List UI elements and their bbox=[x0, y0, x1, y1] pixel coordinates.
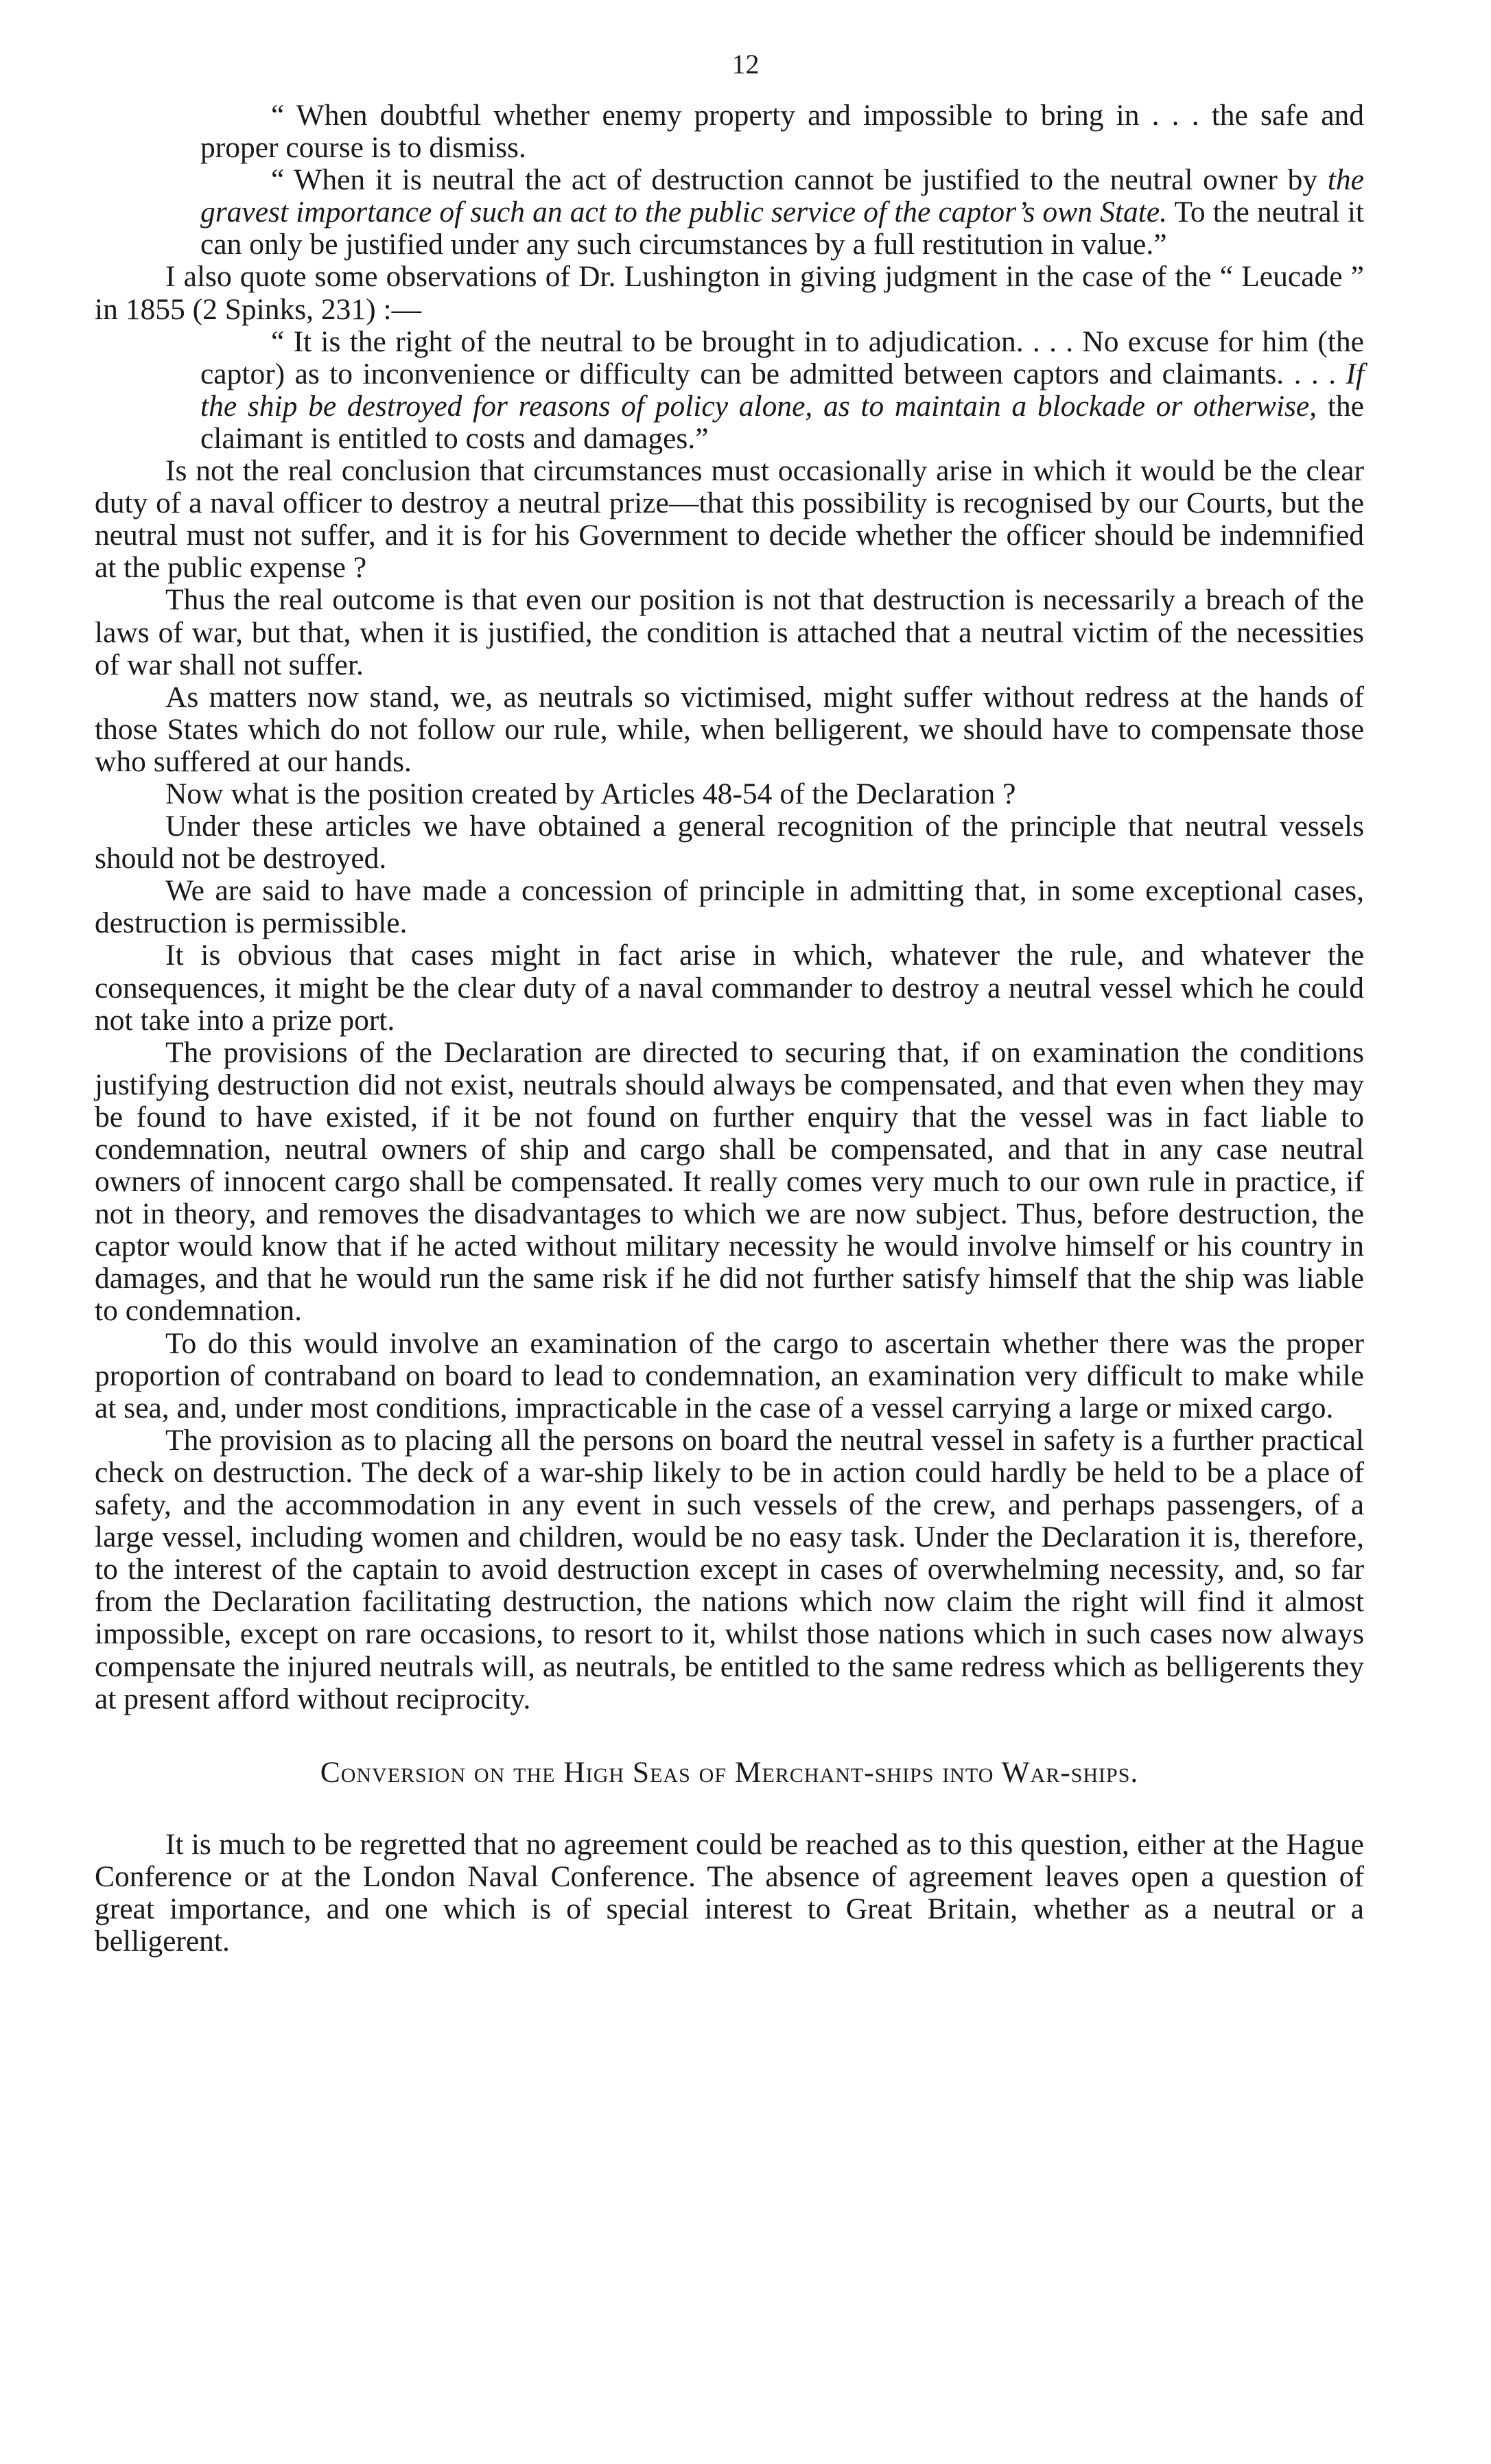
section-heading: Conversion on the High Seas of Merchant-ships into War-ships. bbox=[320, 1755, 1139, 1789]
quote-text: To the neutral it can only be justified under any such circumstances by a full restitution in value.” bbox=[200, 196, 1364, 261]
quote-paragraph: “ When doubtful whether enemy property and impossible to bring in . . . the safe and proper course is to dismiss. bbox=[200, 99, 1364, 165]
body-paragraph: It is obvious that cases might in fact arise in which, whatever the rule, and whatever the consequences, it might be the clear duty of a naval commander to destroy a neutral vessel which he could not take into a prize port. bbox=[95, 939, 1364, 1037]
body-paragraph: The provision as to placing all the persons on board the neutral vessel in safety is a further practical check on destruction. The deck of a war-ship likely to be in action could hardly be held to be a place of safety, and the accommodation in any event in such vessels of the crew, and perhaps passengers, of a large vessel, including women and children, would be no easy task. Under the Declaration it is, therefore, to the interest of the captain to avoid destruction except in cases of overwhelming necessity, and, so far from the Declaration facilitating destruction, the nations which now claim the right will find it almost impossible, except on rare occasions, to resort to it, whilst those nations which in such cases now always compensate the injured neutrals will, as neutrals, be entitled to the same redress which as belligerents they at present afford without reciprocity. bbox=[95, 1423, 1364, 1715]
body-paragraph: Under these articles we have obtained a general recognition of the principle that neutral vessels should not be destroyed. bbox=[95, 810, 1364, 876]
body-paragraph: Thus the real outcome is that even our position is not that destruction is necessarily a breach of the laws of war, but that, when it is justified, the condition is attached that a neutral victim of the necessities of war shall not suffer. bbox=[95, 583, 1364, 681]
body-paragraph: Is not the real conclusion that circumstances must occasionally arise in which it would be the clear duty of a naval officer to destroy a neutral prize—that this possibility is recognised by our Courts, but the neutral must not suffer, and it is for his Government to decide whether the officer should be indemnified at the public expense ? bbox=[95, 454, 1364, 585]
quote-italic-text: If the ship be destroyed for reasons of policy alone, as to maintain a blockade or otherwise, bbox=[200, 357, 1364, 423]
quote-text: the claimant is entitled to costs and damages.” bbox=[200, 389, 1364, 455]
body-paragraph: I also quote some observations of Dr. Lushington in giving judgment in the case of the “ Leucade ” in 1855 (2 Spinks, 231) :— bbox=[95, 260, 1364, 326]
body-paragraph: Now what is the position created by Articles 48-54 of the Declaration ? bbox=[165, 777, 1016, 810]
quote-text: “ When it is neutral the act of destruction cannot be justified to the neutral owner by bbox=[271, 163, 1328, 197]
body-paragraph: As matters now stand, we, as neutrals so victimised, might suffer without redress at the hands of those States which do not follow our rule, while, when belligerent, we should have to compensate those who suffered at our hands. bbox=[95, 680, 1364, 778]
quote-text: “ It is the right of the neutral to be brought in to adjudication. . . . No excuse for him (the captor) as to inconvenience or difficulty can be admitted between captors and claimants. . . . bbox=[200, 325, 1364, 390]
body-paragraph: It is much to be regretted that no agreement could be reached as to this question, either at the Hague Conference or at the London Naval Conference. The absence of agreement leaves open a question of great importance, and one which is of special interest to Great Britain, whether as a neutral or a belligerent. bbox=[95, 1827, 1364, 1958]
quote-italic-text: the gravest importance of such an act to the public service of the captor’s own State. bbox=[200, 163, 1364, 229]
quote-paragraph bbox=[200, 326, 1364, 455]
body-paragraph: The provisions of the Declaration are directed to securing that, if on examination the conditions justifying destruction did not exist, neutrals should always be compensated, and that even when they may be found to have existed, if it be not found on further enquiry that the vessel was in fact liable to condemnation, neutral owners of ship and cargo shall be compensated, and that in any case neutral owners of innocent cargo shall be compensated. It really comes very much to our own rule in practice, if not in theory, and removes the disadvantages to which we are now subject. Thus, before destruction, the captor would know that if he acted without military necessity he would involve himself or his country in damages, and that he would run the same risk if he did not further satisfy himself that the ship was liable to condemnation. bbox=[95, 1035, 1364, 1328]
quote-paragraph bbox=[200, 164, 1364, 261]
document-body bbox=[95, 99, 1364, 1958]
page-number: 12 bbox=[731, 49, 760, 80]
body-paragraph: We are said to have made a concession of principle in admitting that, in some exceptional cases, destruction is permissible. bbox=[95, 874, 1364, 940]
body-paragraph: To do this would involve an examination of the cargo to ascertain whether there was the proper proportion of contraband on board to lead to condemnation, an examination very difficult to make while at sea, and, under most conditions, impracticable in the case of a vessel carrying a large or mixed cargo. bbox=[95, 1326, 1364, 1424]
